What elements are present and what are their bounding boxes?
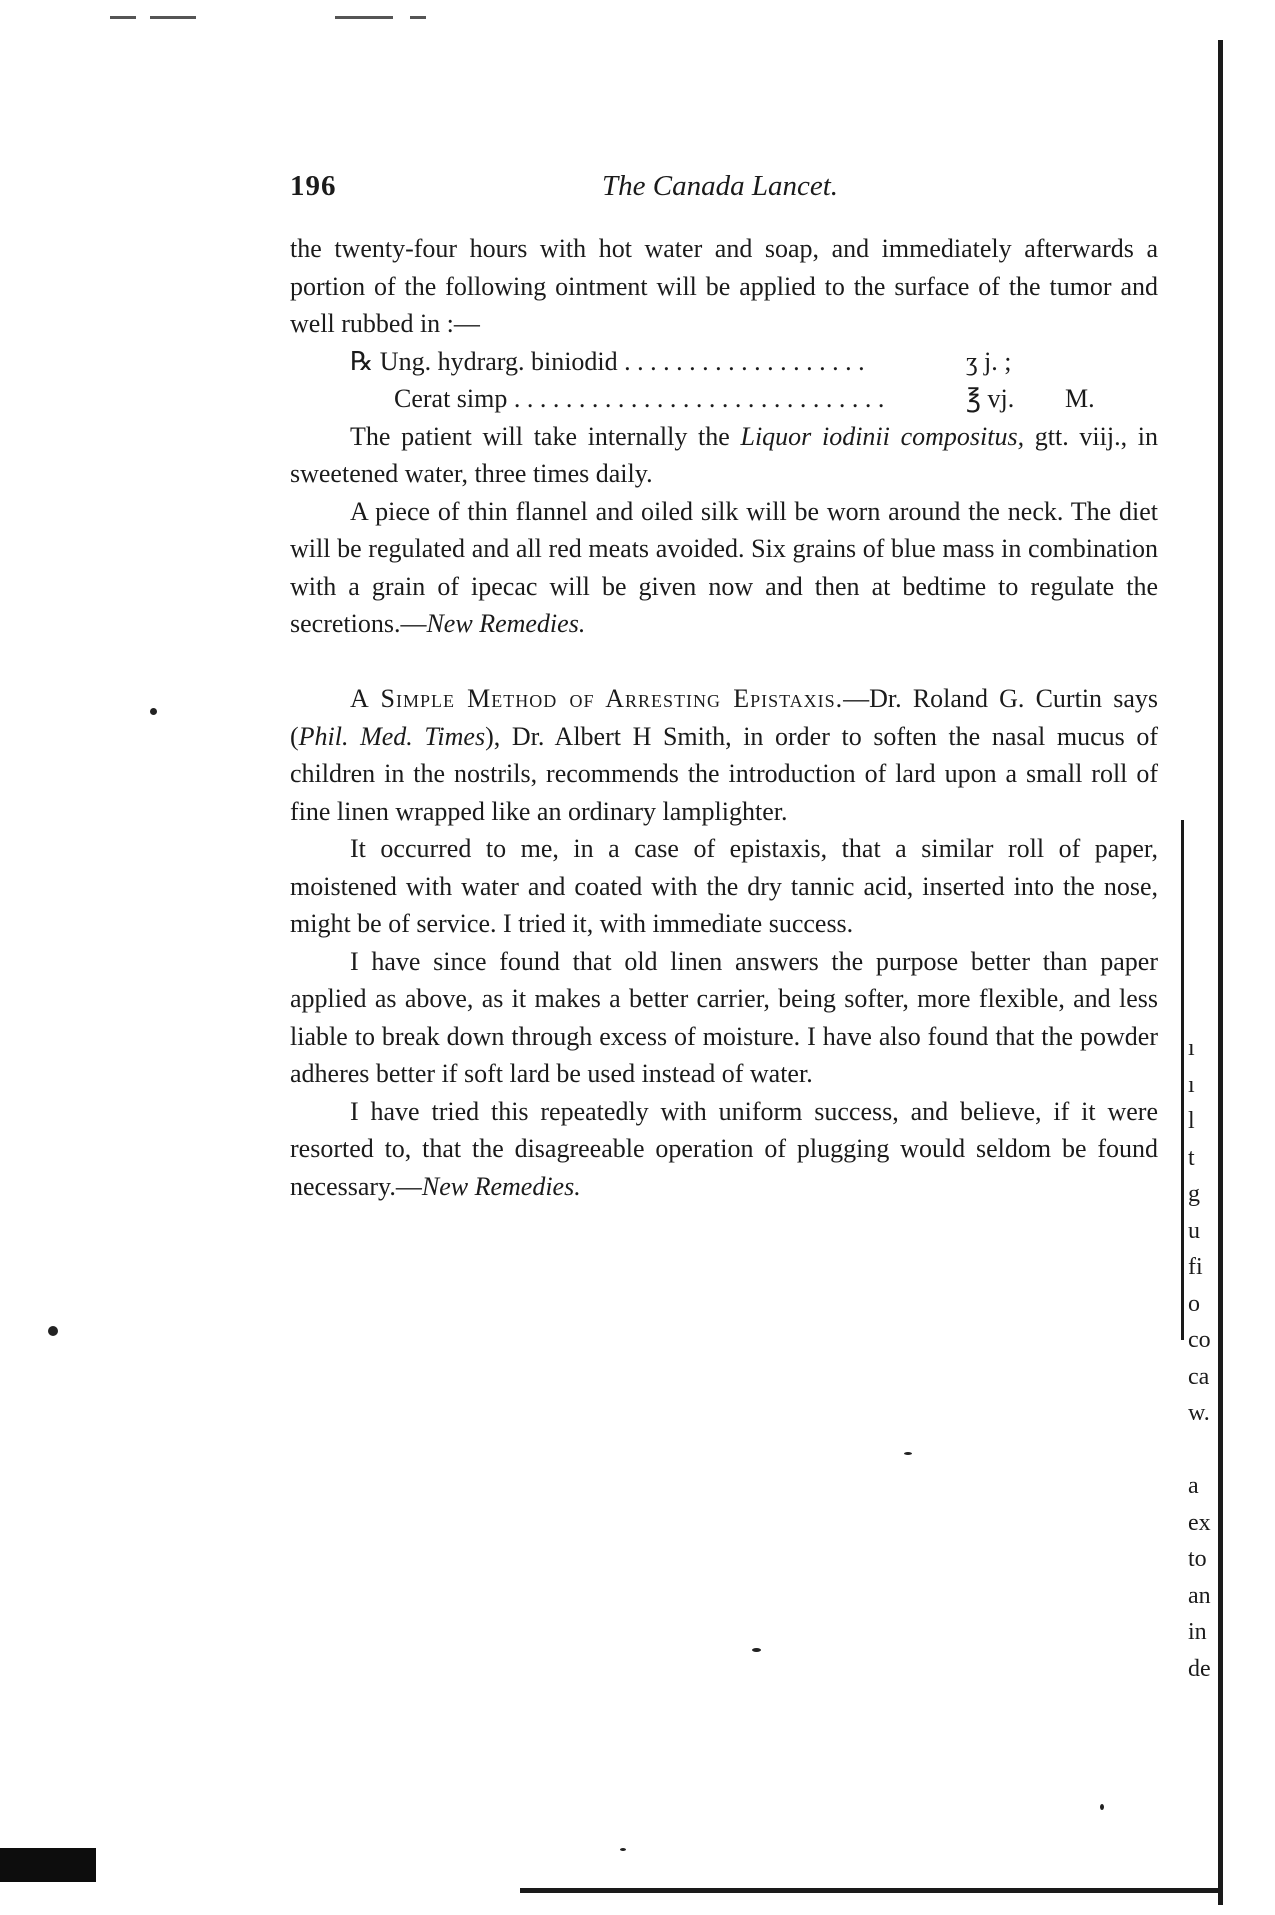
scan-artifact (110, 16, 136, 19)
article1-paragraph-2 (290, 418, 1158, 493)
prescription-misce-mark: M. (1065, 384, 1095, 413)
section-spacer (290, 643, 1158, 681)
article1-paragraph-1: the twenty-four hours with hot water and soap, and immediately afterwards a portion of the following ointment will be applied to the surface of the tumor and well rubbed in :— (290, 234, 1158, 338)
scan-speck (752, 1648, 761, 1652)
margin-fragment: in (1188, 1619, 1207, 1645)
margin-fragment: fi (1188, 1254, 1203, 1280)
journal-citation-italic: Phil. Med. Times (298, 721, 486, 751)
article1-paragraph-3 (290, 493, 1158, 643)
journal-title: The Canada Lancet. (601, 170, 839, 202)
scan-speck (620, 1848, 626, 1851)
paragraph-text: —Dr. Roland G. Curtin says ( (290, 684, 1159, 751)
article-heading: A Simple Method of Arresting Epistaxis. (350, 684, 844, 713)
prescription-amount: ℥ vj. (966, 384, 1015, 413)
bottom-edge-rule (520, 1888, 1220, 1893)
prescription-line-2 (290, 380, 1158, 418)
margin-fragment: w. (1188, 1400, 1210, 1426)
margin-fragment: to (1188, 1546, 1207, 1572)
paragraph-text: I have tried this repeatedly with uniform success, and believe, if it were resorted to, that the disagreeable operation of plugging would seldom be found necessary.— (290, 1096, 1158, 1201)
drug-name-italic: Liquor iodinii compositus, (740, 421, 1025, 451)
margin-fragment: g (1188, 1181, 1200, 1207)
paragraph-text: A piece of thin flannel and oiled silk will be worn around the neck. The diet will be regulated and all red meats avoided. Six grains of blue mass in combination with a grain of ipecac will be given now and then at bedtime to regulate the secretions.— (290, 496, 1158, 638)
scan-speck (1100, 1804, 1104, 1810)
paragraph-text: ), Dr. Albert H Smith, in order to soften the nasal mucus of children in the nostrils, recommends the introduction of lard upon a small roll of fine linen wrapped like an ordinary lamplighter. (290, 721, 1159, 826)
scan-speck (150, 708, 157, 715)
page-number: 196 (290, 170, 337, 202)
scan-speck (904, 1452, 912, 1455)
margin-fragment: a (1188, 1473, 1199, 1499)
article2-paragraph-3: I have since found that old linen answers the purpose better than paper applied as above, as it makes a better carrier, being softer, more flexible, and less liable to break down through excess of moisture. I have also found that the powder adheres better if soft lard be used instead of water. (290, 946, 1158, 1088)
running-header (290, 170, 1150, 214)
prescription-ingredient: ℞ Ung. hydrarg. biniodid . . . . . . . . . . . . . . . . . . . (350, 346, 865, 376)
scan-artifact (335, 16, 393, 19)
paragraph-text: gtt. viij., in sweetened water, three times daily. (290, 421, 1158, 488)
article2-paragraph-1 (290, 680, 1158, 830)
paragraph-text: The patient will take internally the (350, 421, 741, 451)
article2-paragraph-2: It occurred to me, in a case of epistaxis, that a similar roll of paper, moistened with water and coated with the dry tannic acid, inserted into the nose, might be of service. I tried it, with immediate success. (290, 834, 1158, 938)
margin-fragment (1188, 1432, 1248, 1469)
margin-fragment: ı (1188, 1035, 1195, 1061)
margin-fragment: ı (1188, 1071, 1195, 1098)
margin-fragment: t (1188, 1144, 1195, 1171)
prescription-amount: ʒ j. ; (966, 346, 1012, 376)
margin-fragment: ca (1188, 1363, 1210, 1390)
margin-fragment: an (1188, 1582, 1211, 1609)
source-citation: New Remedies. (421, 1171, 581, 1201)
prescription-line-1 (290, 343, 1158, 381)
margin-fragment: co (1188, 1327, 1211, 1353)
margin-fragment: o (1188, 1290, 1200, 1317)
source-citation: New Remedies. (426, 609, 586, 638)
body-text (290, 230, 1158, 1205)
margin-fragment: l (1188, 1108, 1195, 1134)
adjacent-page-fragments (1188, 1030, 1248, 1687)
margin-fragment: de (1188, 1655, 1211, 1682)
prescription-ingredient: Cerat simp . . . . . . . . . . . . . . . . . . . . . . . . . . . . . (394, 384, 885, 413)
article2-paragraph-4 (290, 1093, 1158, 1206)
scan-edge-bar (0, 1848, 96, 1882)
scan-artifact (410, 16, 426, 19)
scan-artifact (150, 16, 196, 19)
scan-speck (48, 1326, 58, 1336)
margin-fragment: u (1188, 1217, 1200, 1244)
adjacent-page-rule (1181, 820, 1184, 1340)
margin-fragment: ex (1188, 1509, 1211, 1536)
